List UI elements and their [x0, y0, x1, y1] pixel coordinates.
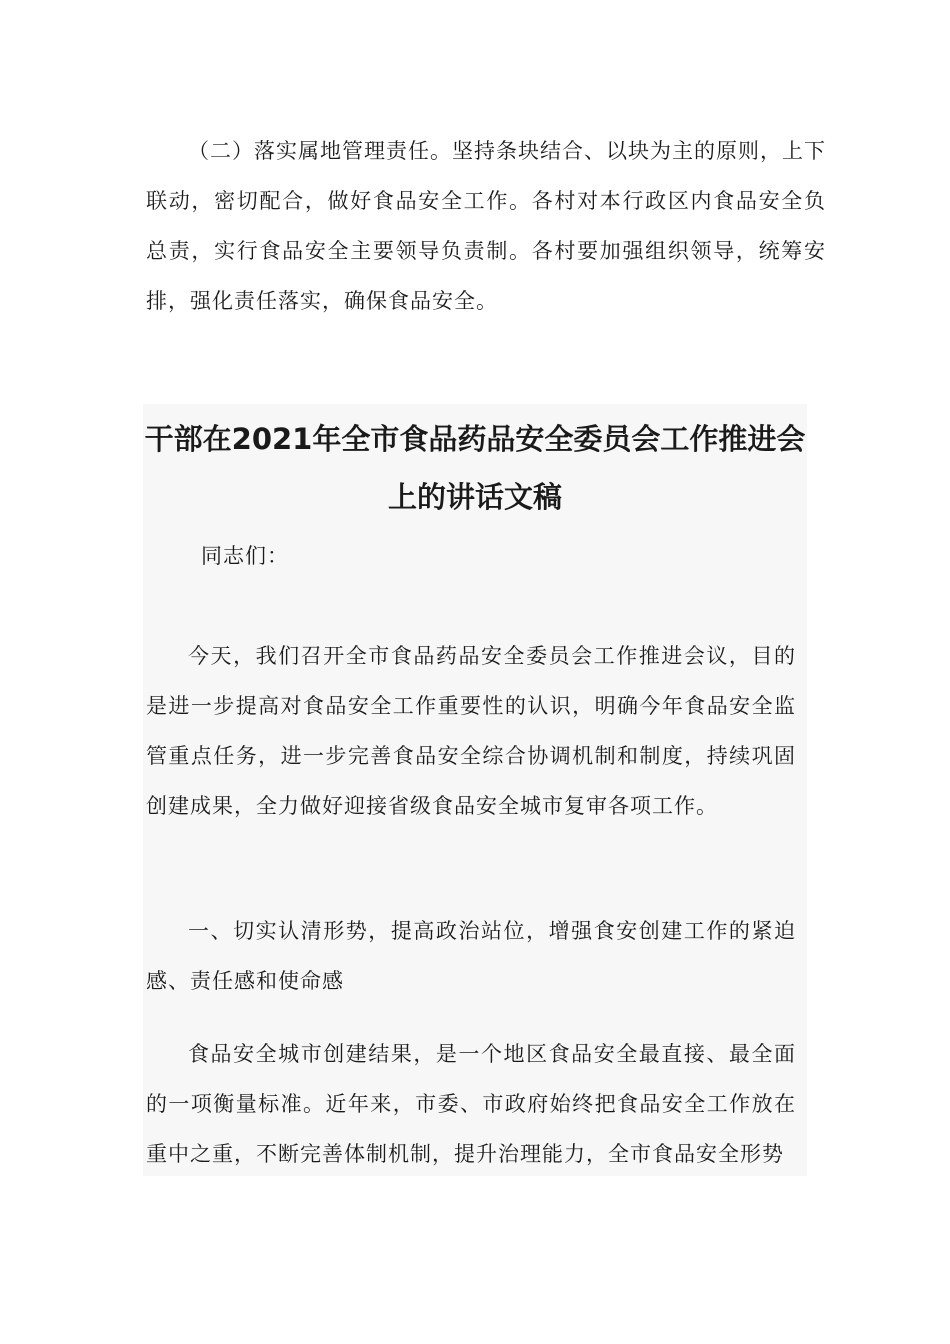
speech-title-line1: 干部在2021年全市食品药品安全委员会工作推进会 — [144, 422, 806, 456]
section-heading-1: 一、切实认清形势，提高政治站位，增强食安创建工作的紧迫感、责任感和使命感 — [146, 919, 796, 993]
speech-title — [143, 410, 807, 526]
salutation: 同志们： — [201, 544, 289, 568]
opening-paragraph: 今天，我们召开全市食品药品安全委员会工作推进会议，目的是进一步提高对食品安全工作重要性的认识，明确今年食品安全监管重点任务，进一步完善食品安全综合协调机制和制度，持续巩固创建成果，全力做好迎接省级食品安全城市复审各项工作。 — [146, 644, 796, 818]
speech-title-line2: 上的讲话文稿 — [387, 480, 562, 514]
section-paragraph-1: 食品安全城市创建结果，是一个地区食品安全最直接、最全面的一项衡量标准。近年来，市委、市政府始终把食品安全工作放在重中之重，不断完善体制机制，提升治理能力，全市食品安全形势 — [146, 1042, 796, 1166]
top-paragraph: （二）落实属地管理责任。坚持条块结合、以块为主的原则，上下联动，密切配合，做好食品安全工作。各村对本行政区内食品安全负总责，实行食品安全主要领导负责制。各村要加强组织领导，统筹安排，强化责任落实，确保食品安全。 — [146, 139, 826, 313]
speech-section — [143, 404, 807, 1176]
